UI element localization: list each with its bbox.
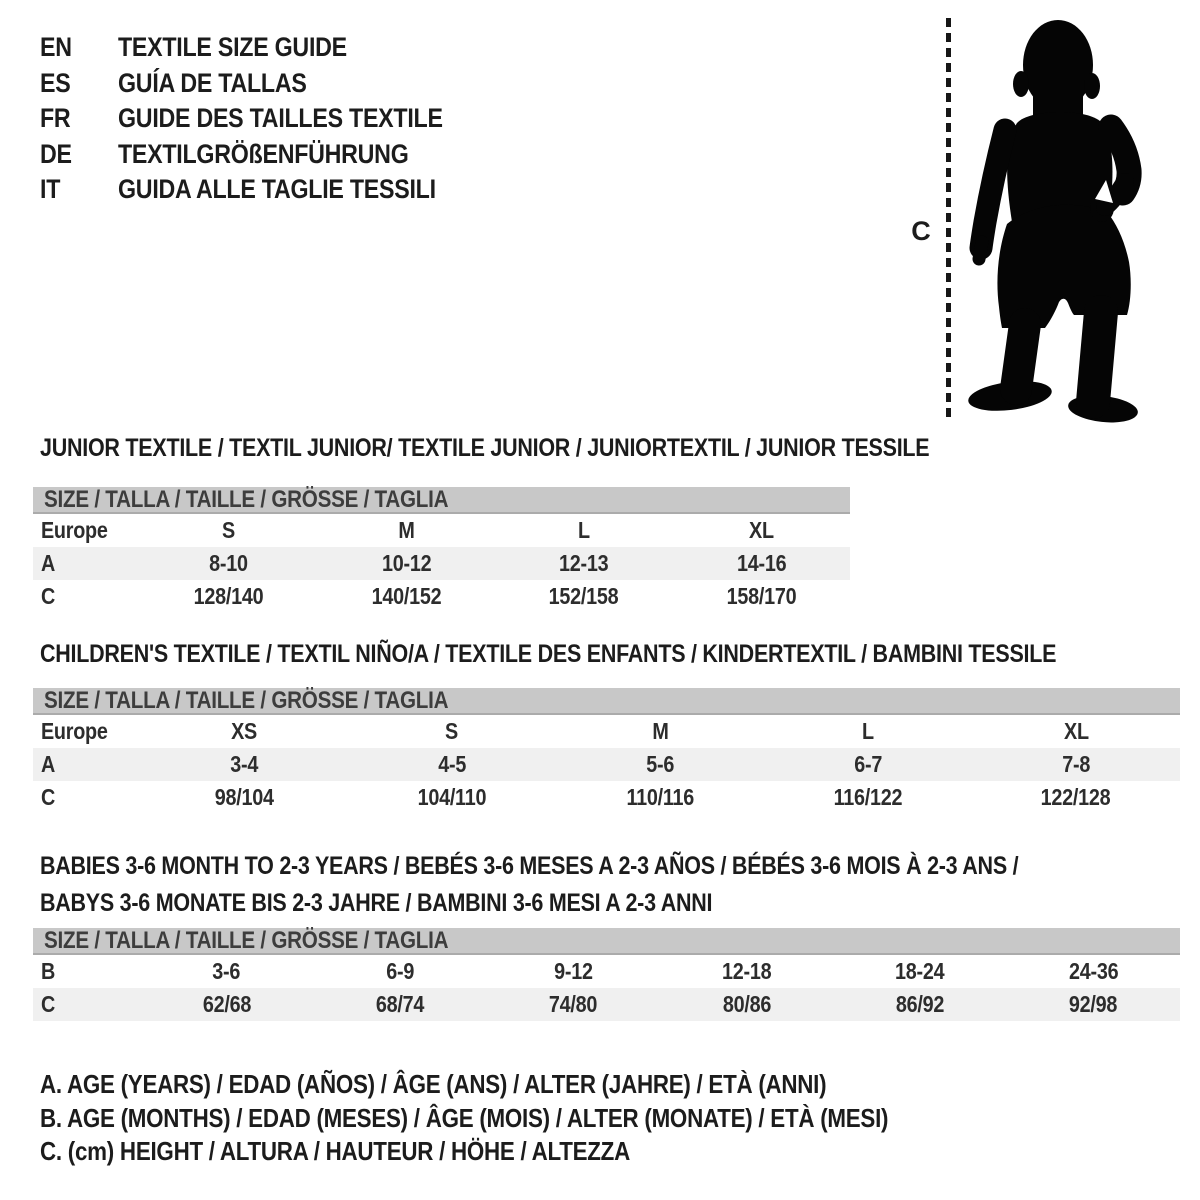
table-row-height: C 98/104 104/110 110/116 116/122 122/128 (41, 784, 1111, 810)
legend-line-c: C. (cm) HEIGHT / ALTURA / HAUTEUR / HÖHE / ALTEZZA (40, 1136, 630, 1166)
language-title: GUÍA DE TALLAS (118, 67, 307, 98)
size-header-row: SIZE / TALLA / TAILLE / GRÖSSE / TAGLIA (33, 487, 850, 514)
junior-size-table (33, 487, 850, 613)
size-header-row: SIZE / TALLA / TAILLE / GRÖSSE / TAGLIA (33, 928, 1180, 955)
toddler-silhouette-icon (955, 12, 1150, 427)
table-row-height: C 62/68 68/74 74/80 80/86 86/92 92/98 (33, 988, 1180, 1021)
children-section-title: CHILDREN'S TEXTILE / TEXTIL NIÑO/A / TEXTILE DES ENFANTS / KINDERTEXTIL / BAMBINI TESSILE (40, 640, 1057, 668)
junior-section-title: JUNIOR TEXTILE / TEXTIL JUNIOR/ TEXTILE JUNIOR / JUNIORTEXTIL / JUNIOR TESSILE (40, 434, 930, 462)
language-code: IT (40, 174, 61, 205)
language-code: DE (40, 138, 72, 169)
language-code: ES (40, 67, 71, 98)
size-header-row: SIZE / TALLA / TAILLE / GRÖSSE / TAGLIA (33, 688, 1180, 715)
language-row-fr (40, 101, 496, 137)
height-measure-dashed-line (946, 18, 951, 417)
language-title: GUIDE DES TAILLES TEXTILE (118, 103, 443, 134)
language-title: TEXTILE SIZE GUIDE (118, 32, 347, 63)
table-row-europe: Europe S M L XL (41, 517, 774, 543)
measurement-legend (40, 1068, 1026, 1169)
language-title-list (40, 30, 496, 208)
legend-line-b: B. AGE (MONTHS) / EDAD (MESES) / ÂGE (MOIS) / ALTER (MONATE) / ETÀ (MESI) (40, 1102, 889, 1133)
children-size-table (33, 688, 1180, 814)
language-row-de (40, 137, 496, 173)
language-row-en (40, 30, 496, 66)
table-row-europe: Europe XS S M L XL (41, 718, 1089, 744)
table-row-age-years: A 3-4 4-5 5-6 6-7 7-8 (33, 748, 1180, 781)
babies-size-table (33, 928, 1180, 1021)
table-row-age-months: B 3-6 6-9 9-12 12-18 18-24 24-36 (41, 958, 1118, 984)
language-row-es (40, 66, 496, 102)
table-row-height: C 128/140 140/152 152/158 158/170 (41, 583, 797, 609)
language-code: FR (40, 103, 71, 134)
language-row-it (40, 172, 496, 208)
language-title: TEXTILGRÖßENFÜHRUNG (118, 138, 409, 169)
measure-label-c: C (911, 216, 931, 246)
babies-section-title: BABIES 3-6 MONTH TO 2-3 YEARS / BEBÉS 3-6 MESES A 2-3 AÑOS / BÉBÉS 3-6 MOIS À 2-3 ANS / BABYS 3-6 MONATE BIS 2-3 JAHRE / BAMBINI 3-6 MESI A 2-3 ANNI (40, 852, 1019, 917)
language-code: EN (40, 32, 72, 63)
legend-line-a: A. AGE (YEARS) / EDAD (AÑOS) / ÂGE (ANS) / ALTER (JAHRE) / ETÀ (ANNI) (40, 1069, 827, 1099)
table-row-age-years: A 8-10 10-12 12-13 14-16 (33, 547, 850, 580)
language-title: GUIDA ALLE TAGLIE TESSILI (118, 174, 436, 205)
